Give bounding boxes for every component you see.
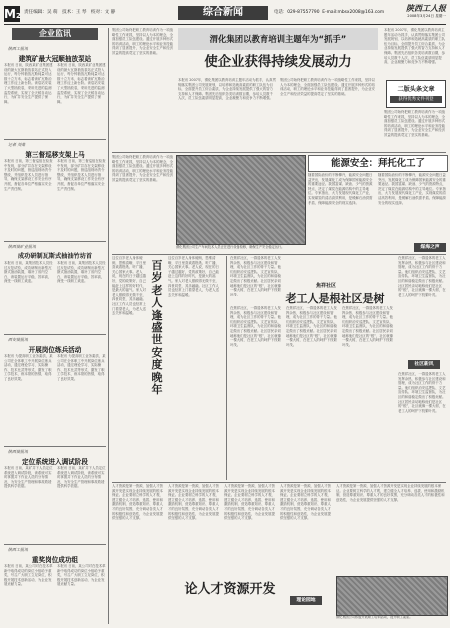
left-item-body: 本报讯 日前，第三督巡组在检查中发现，部分矿井存在支架移设不及时的问题，督巡组现场责令整改，并组织技术人员进行指导，确保支架移设工作安全有序开展，督促各单位严格落实安全生产责任制。 [4,159,53,191]
training-photo [336,576,448,616]
energy-left-col: 集团公司始终把职工教育培训作为一项战略性工作来抓，坚持以人为本的理念，全面加强员工队伍建设。通过开展多种形式的培训活动，职工的理论水平和业务技能得到了显著提升，为企业安全生产和经济效益的提高奠定了坚实的基础。 [112,155,174,182]
left-item-title: 成功研制瓦斯式抽油竹坊首 [17,253,93,260]
community-body-1: 在焦祥社区，一群退休的老工人发挥余热，积极参与社区建设和管理，成为社区工作的骨干力量。他们组织治安巡逻队、文艺宣传队、环境卫生监督队，为社区的和谐稳定做出了积极贡献。社区居民亲切地称他们是社区的“根”，社区就像一棵大树，在老工人的呵护下枝繁叶茂。 [230,306,281,347]
masthead-contact: 电话：029-87557790 E-mail:mbsx2008@163.com [274,10,385,15]
left-item-title: 定位系统进入调试阶段 [22,458,88,466]
elderly-title: 百岁老人逢盛世安度晚年 [151,259,163,397]
top-article-body-cont: 集团公司始终把职工教育培训作为一项战略性工作来抓，坚持以人为本的理念，全面加强员工队伍建设。通过开展多种形式的培训活动，职工的理论水平和业务技能得到了显著提升，为企业安全生产和经济效益的提高奠定了坚实的基础。 [280,78,375,96]
masthead-credits: 责任编辑：吴 萌 技术：王 琴 校对：文 静 [24,10,116,15]
left-banner: 企业监讯 [12,28,98,40]
energy-body: 随着国际油价的不断攀升，能源安全问题日益突出，发展煤化工成为保障国家能源安全的重要途径。我国富煤、缺油、少气的资源特点，决定了煤炭在能源结构中的主导地位。专家指出，大力发展现代煤化工产业，实现煤炭的清洁高效利用，是缓解石油供需矛盾、保障能源安全的现实选择。 [308,173,373,205]
page-number: 2 [15,12,21,20]
community-body-3: 在焦祥社区，一群退休的老工人发挥余热，积极参与社区建设和管理，成为社区工作的骨干力量。他们组织治安巡逻队、文艺宣传队、环境卫生监督队，为社区的和谐稳定做出了积极贡献。社区居民亲切地称他们是社区的“根”，社区就像一棵大树，在老工人的呵护下枝繁叶茂。 [342,306,393,347]
top-article-title: 使企业获得持续发展动力 [204,55,352,70]
left-item-tag: 陕西工报讯 [8,547,28,552]
ad-box-sub: 获得优秀文件刊登 [390,96,442,103]
talent-body-3: 人才资源是第一资源，加强人才资源开发是实现企业持续发展的根本保证。企业要树立科学的人才观，建立健全人才培养、选拔、使用和激励机制，营造尊重知识、尊重人才的良好氛围，充分调动各类人才的积极性和创造性，为企业发展提供坚强的人才支撑。 [224,484,275,521]
left-item-body-cont: 本报讯 日前，第三督巡组在检查中发现，部分矿井存在支架移设不及时的问题，督巡组现场责令整改，并组织技术人员进行指导，确保支架移设工作安全有序开展，督促各单位严格落实安全生产责任制。 [57,159,106,191]
community-article [230,256,446,480]
workshop-photo [176,155,306,245]
community-title: 老工人是根社区是树 [285,292,385,305]
talent-body-1: 人才资源是第一资源，加强人才资源开发是实现企业持续发展的根本保证。企业要树立科学的人才观，建立健全人才培养、选拔、使用和激励机制，营造尊重知识、尊重人才的良好氛围，充分调动各类人才的积极性和创造性，为企业发展提供坚强的人才支撑。 [112,484,163,521]
paper-brand: 陕西工人报 [406,3,446,13]
coal-column-tag: 煤海之声 [414,243,446,252]
masthead-rule [4,24,446,25]
theory-column-tag: 理论园地 [290,596,322,605]
elderly-body-col1: 这位百岁老人身体硬朗，思维清晰，平日里喜欢看报纸、听广播，关心国家大事。老人说，现在的日子越过越好，党的政策好，自己能赶上这样的好时代，是最大的福气。家人对老人照顾得无微不至，四世同堂，其乐融融。社区工作人员也经常上门看望老人，为老人送去关怀和温暖。 [112,256,146,316]
top-article-side-col: 本报讯 2007年，渭化集团以教育培训主题年活动为抓手，认真贯彻落实集团公司发展规划，以培养和造就高素质的职工队伍为目标，全面提升员工综合素质，为企业持续发展提供了强大的智力支持和人才保障。集团先后组织各类培训数百期，参培人员数千人次，员工队伍素质明显提高，企业凝聚力和竞争力不断增强。 [384,28,446,65]
left-item-tag: 陕西某报讯 [8,449,28,454]
top-article-kicker: 渭化集团以教育培训主题年为“抓手” [178,28,378,50]
left-item-title: 开展岗位练兵活动 [28,346,82,354]
ad-box [386,80,446,108]
left-item-title: 重奖岗位成功组 [31,556,79,564]
left-item-body-cont: 本报讯 日前，陕西某矿业集团建设的最大瓦斯抽放泵站正式投入运行，每分钟抽放瓦斯纯量可达数十立方米，标志着该矿瓦斯治理工作迈上新台阶。该泵站安装了大型抽放泵，采用先进的监测监控系统，实现了全天候自动运行，为矿井安全生产提供了保障。 [57,63,106,104]
talent-body-4: 人才资源是第一资源，加强人才资源开发是实现企业持续发展的根本保证。企业要树立科学的人才观，建立健全人才培养、选拔、使用和激励机制，营造尊重知识、尊重人才的良好氛围，充分调动各类人才的积极性和创造性，为企业发展提供坚强的人才支撑。 [280,484,331,521]
talent-body-2: 人才资源是第一资源，加强人才资源开发是实现企业持续发展的根本保证。企业要树立科学的人才观，建立健全人才培养、选拔、使用和激励机制，营造尊重知识、尊重人才的良好氛围，充分调动各类人才的积极性和创造性，为企业发展提供坚强的人才支撑。 [168,484,219,521]
top-article-side-col-cont: 集团公司始终把职工教育培训作为一项战略性工作来抓，坚持以人为本的理念，全面加强员工队伍建设。通过开展多种形式的培训活动，职工的理论水平和业务技能得到了显著提升，为企业安全生产和经济效益的提高奠定了坚实的基础。 [384,110,446,137]
energy-title: 能源安全：拜托化工了 [308,155,448,172]
left-item-body: 本报讯 日前，陕西某矿业集团建设的最大瓦斯抽放泵站正式投入运行，每分钟抽放瓦斯纯量可达数十立方米，标志着该矿瓦斯治理工作迈上新台阶。该泵站安装了大型抽放泵，采用先进的监测监控系统，实现了全天候自动运行，为矿井安全生产提供了保障。 [4,63,53,104]
community-body-5: 在焦祥社区，一群退休的老工人发挥余热，积极参与社区建设和管理，成为社区工作的骨干力量。他们组织治安巡逻队、文艺宣传队、环境卫生监督队，为社区的和谐稳定做出了积极贡献。社区居民亲切地称他们是社区的“根”，社区就像一棵大树，在老工人的呵护下枝繁叶茂。 [398,372,446,413]
page-letter: M [4,7,16,21]
left-column [4,28,106,624]
left-item-tag: 记者 刘某 [8,142,26,147]
left-item-title: 建筑矿最大冠顺抽放泵站 [18,55,92,63]
community-body-4: 在焦祥社区，一群退休的老工人发挥余热，积极参与社区建设和管理，成为社区工作的骨干力量。他们组织治安巡逻队、文艺宣传队、环境卫生监督队，为社区的和谐稳定做出了积极贡献。社区居民亲切地称他们是社区的“根”，社区就像一棵大树，在老工人的呵护下枝繁叶茂。 [398,256,446,297]
left-item-body: 本报讯 日前，某集团技术人员经过反复试验，成功研制出新型瓦斯式抽油装置，填补了省内空白，该装置运行平稳，效率高，深受一线职工欢迎。 [4,261,53,284]
left-item-tag: 陕西某矿业报讯 [8,244,36,249]
left-item-body-cont: 本报讯 日前，某集团技术人员经过反复试验，成功研制出新型瓦斯式抽油装置，填补了省内空白，该装置运行平稳，效率高，深受一线职工欢迎。 [57,261,106,284]
section-title: 综合新闻 [178,6,268,20]
community-body-2: 在焦祥社区，一群退休的老工人发挥余热，积极参与社区建设和管理，成为社区工作的骨干力量。他们组织治安巡逻队、文艺宣传队、环境卫生监督队，为社区的和谐稳定做出了积极贡献。社区居民亲切地称他们是社区的“根”，社区就像一棵大树，在老工人的呵护下枝繁叶茂。 [286,306,337,347]
paper-date: 2008年3月24日 星期一 [407,14,446,18]
page-tag [4,6,20,22]
community-kicker: 焦祥社区 [315,283,336,289]
masthead [0,0,450,26]
community-lead-col: 在焦祥社区，一群退休的老工人发挥余热，积极参与社区建设和管理，成为社区工作的骨干力量。他们组织治安巡逻队、文艺宣传队、环境卫生监督队，为社区的和谐稳定做出了积极贡献。社区居民亲切地称他们是社区的“根”，社区就像一棵大树，在老工人的呵护下枝繁叶茂。 [230,256,281,296]
left-item-body-cont: 本报讯 日前，某矿井下人员定位系统进入调试阶段，该系统可实时掌握井下作业人员的分布情况，为安全生产管理和事故救援提供科学依据。 [57,466,106,489]
talent-title: 论人才资源开发 [184,582,276,597]
ad-box-title: 二版头条文章 [397,86,435,93]
top-article-lead-col: 集团公司始终把职工教育培训作为一项战略性工作来抓，坚持以人为本的理念，全面加强员工队伍建设。通过开展多种形式的培训活动，职工的理论水平和业务技能得到了显著提升，为企业安全生产和经济效益的提高奠定了坚实的基础。 [112,28,174,55]
left-item-body: 本报讯 日前，某矿井下人员定位系统进入调试阶段，该系统可实时掌握井下作业人员的分布情况，为安全生产管理和事故救援提供科学依据。 [4,466,53,489]
top-article-body: 本报讯 2007年，渭化集团以教育培训主题年活动为抓手，认真贯彻落实集团公司发展规划，以培养和造就高素质的职工队伍为目标，全面提升员工综合素质，为企业持续发展提供了强大的智力支持和人才保障。集团先后组织各类培训数百期，参培人员数千人次，员工队伍素质明显提高，企业凝聚力和竞争力不断增强。 [178,78,276,101]
community-column-tag: 社区新风 [408,360,440,369]
left-item-body-cont: 本报讯 日前，某公司对在技术革新中取得成功的岗位小组给予重奖，号召广大职工立足岗位，积极开展技术创新活动，为企业发展贡献力量。 [57,564,106,587]
left-item-body: 本报讯 为提高职工业务素质，某公司在全体职工中开展岗位练兵活动，通过理论学习、实际操作、技术比武等形式，激发了职工学技术、练本领的热情，取得了良好效果。 [4,354,53,381]
energy-body-cont: 随着国际油价的不断攀升，能源安全问题日益突出，发展煤化工成为保障国家能源安全的重要途径。我国富煤、缺油、少气的资源特点，决定了煤炭在能源结构中的主导地位。专家指出，大力发展现代煤化工产业，实现煤炭的清洁高效利用，是缓解石油供需矛盾、保障能源安全的现实选择。 [378,173,446,205]
talent-body-5: 人才资源是第一资源，加强人才资源开发是实现企业持续发展的根本保证。企业要树立科学的人才观，建立健全人才培养、选拔、使用和激励机制，营造尊重知识、尊重人才的良好氛围，充分调动各类人才的积极性和创造性，为企业发展提供坚强的人才支撑。 [336,484,445,502]
left-item-tag: 陕西工报讯 [8,46,28,51]
training-photo-caption: 渭化集团公司积极开展职工培训活动，提升职工素质。 [336,615,413,619]
top-article [112,28,446,150]
elderly-body-col2: 这位百岁老人身体硬朗，思维清晰，平日里喜欢看报纸、听广播，关心国家大事。老人说，现在的日子越过越好，党的政策好，自己能赶上这样的好时代，是最大的福气。家人对老人照顾得无微不至，四世同堂，其乐融融。社区工作人员也经常上门看望老人，为老人送去关怀和温暖。 [168,256,219,297]
left-item-body: 本报讯 日前，某公司对在技术革新中取得成功的岗位小组给予重奖，号召广大职工立足岗位，积极开展技术创新活动，为企业发展贡献力量。 [4,564,53,587]
left-item-title: 第三督巡移支架上马 [25,151,85,159]
talent-article [112,484,446,624]
left-item-body-cont: 本报讯 为提高职工业务素质，某公司在全体职工中开展岗位练兵活动，通过理论学习、实际操作、技术比武等形式，激发了职工学技术、练本领的热情，取得了良好效果。 [57,354,106,381]
left-item-tag: 西安某报讯 [8,337,28,342]
workshop-photo-caption: 渭化集团公司生产车间技术人员正在进行设备检修，确保生产安全稳定运行。 [176,245,285,249]
elderly-article [112,256,222,480]
